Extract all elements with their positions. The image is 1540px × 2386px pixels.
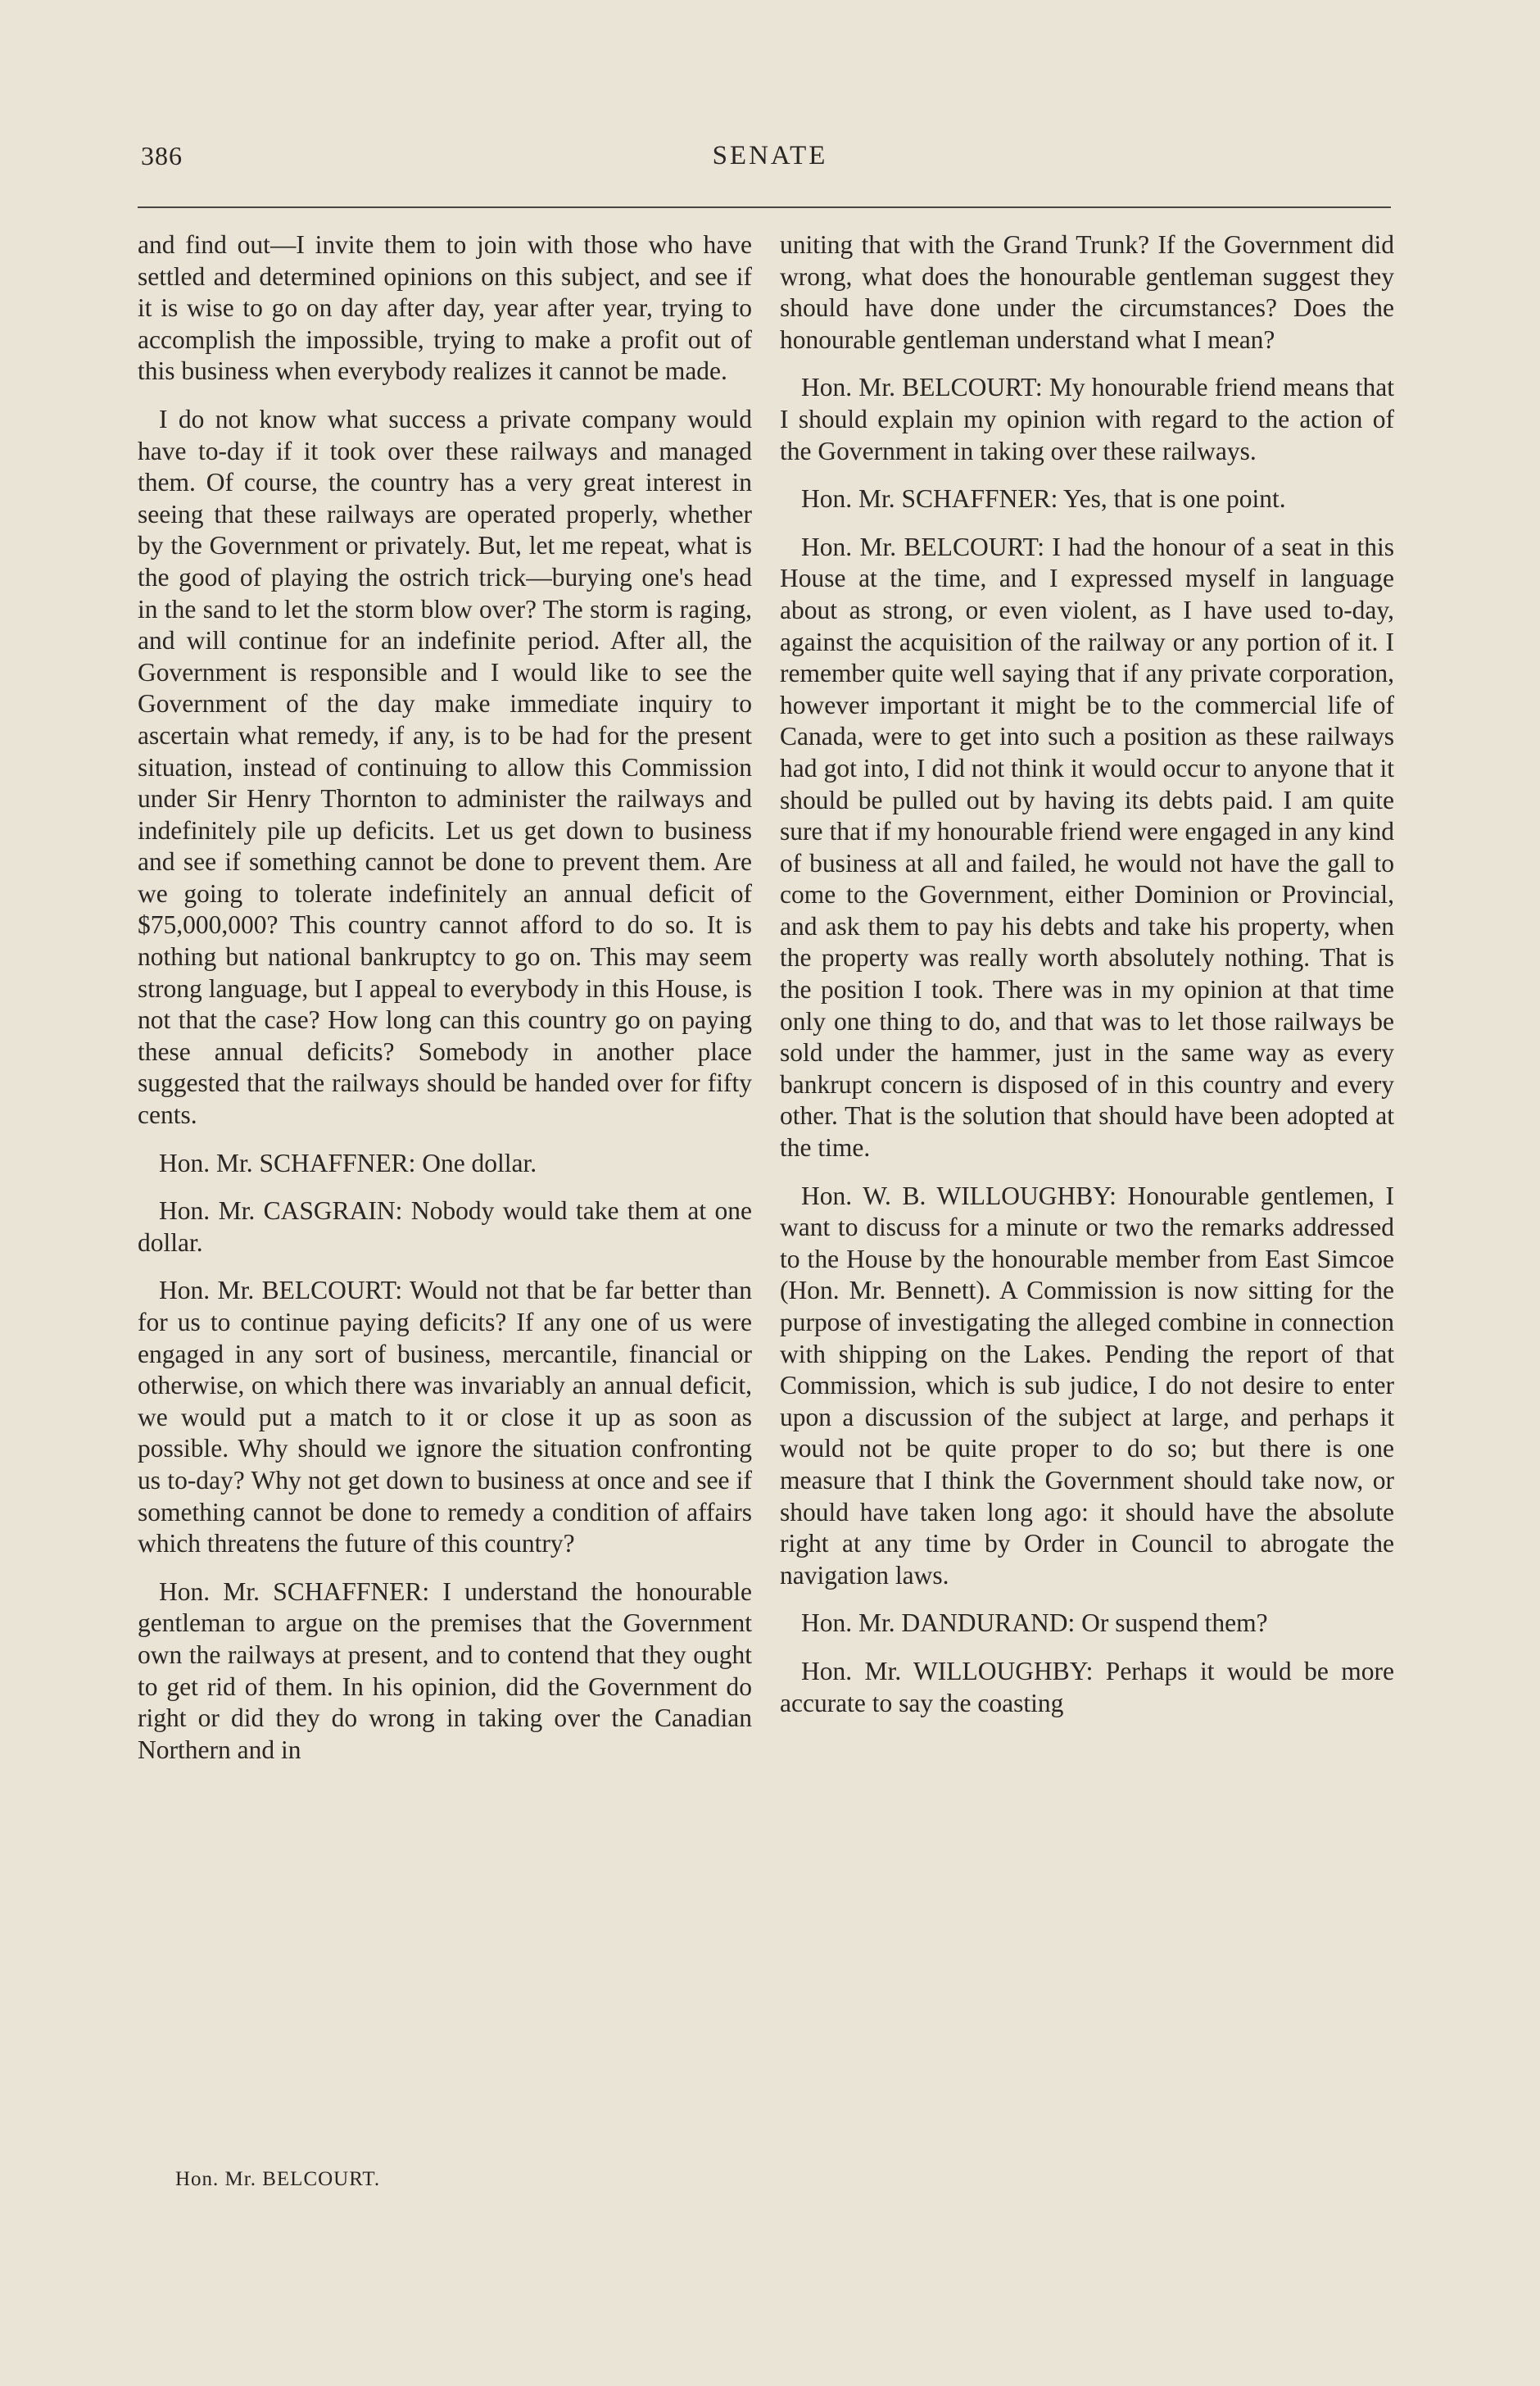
running-head: SENATE <box>712 141 828 170</box>
paragraph: I do not know what success a private company would have to-day if it took over these railways and managed them. Of course, the country has a very great interest in seeing that these railways are operated properly, whether by the Government or privately. But, let me repeat, what is the good of playing the ostrich trick—burying one's head in the sand to let the storm blow over? The storm is raging, and will continue for an indefinite period. After all, the Government is responsible and I would like to see the Government of the day make immediate inquiry to ascertain what remedy, if any, is to be had for the present situation, instead of continuing to allow this Commission under Sir Henry Thornton to administer the railways and indefinitely pile up deficits. Let us get down to business and see if something cannot be done to prevent them. Are we going to tolerate indefinitely an annual deficit of $75,000,000? This country cannot afford to do so. It is nothing but national bankruptcy to go on. This may seem strong language, but I appeal to everybody in this House, is not that the case? How long can this country go on paying these annual deficits? Somebody in another place suggested that the railways should be handed over for fifty cents. <box>138 404 752 1130</box>
paragraph: Hon. Mr. WILLOUGHBY: Perhaps it would be more accurate to say the coasting <box>780 1656 1394 1717</box>
paragraph: uniting that with the Grand Trunk? If the Government did wrong, what does the honourable gentleman suggest they should have done under the circumstances? Does the honourable gentleman understand what I mean? <box>780 230 1394 354</box>
paragraph: Hon. W. B. WILLOUGHBY: Honourable gentlemen, I want to discuss for a minute or two the remarks addressed to the House by the honourable member from East Simcoe (Hon. Mr. Bennett). A Commission is now sitting for the purpose of investigating the alleged combine in connection with shipping on the Lakes. Pending the report of that Commission, which is sub judice, I do not desire to enter upon a discussion of the subject at large, and perhaps it would not be quite proper to do so; but there is one measure that I think the Government should take now, or should have taken long ago: it should have the absolute right at any time by Order in Council to abrogate the navigation laws. <box>780 1181 1394 1590</box>
paragraph: Hon. Mr. BELCOURT: My honourable friend means that I should explain my opinion with regard to the action of the Government in taking over these railways. <box>780 373 1394 465</box>
paragraph: Hon. Mr. BELCOURT: I had the honour of a seat in this House at the time, and I expressed myself in language about as strong, or even violent, as I have used to-day, against the acquisition of the railway or any portion of it. I remember quite well saying that if any private corporation, however important it might be to the commercial life of Canada, were to get into such a position as these railways had got into, I did not think it would occur to anyone that it should be pulled out by having its debts paid. I am quite sure that if my honourable friend were engaged in any kind of business at all and failed, he would not have the gall to come to the Government, either Dominion or Provincial, and ask them to pay his debts and take his property, when the property was really worth absolutely nothing. That is the position I took. There was in my opinion at that time only one thing to do, and that was to let those railways be sold under the hammer, just in the same way as every bankrupt concern is disposed of in this country and every other. That is the solution that should have been adopted at the time. <box>780 532 1394 1163</box>
header-rule <box>138 206 1391 208</box>
paragraph: Hon. Mr. SCHAFFNER: One dollar. <box>159 1148 537 1177</box>
paragraph: Hon. Mr. CASGRAIN: Nobody would take them at one dollar. <box>138 1196 752 1257</box>
paragraph: Hon. Mr. SCHAFFNER: I understand the honourable gentleman to argue on the premises that the Government own the railways at present, and to contend that they ought to get rid of them. In his opinion, did the Government do right or did they do wrong in taking over the Canadian Northern and in <box>138 1576 752 1764</box>
paragraph: Hon. Mr. BELCOURT: Would not that be far better than for us to continue paying deficits? If any one of us were engaged in any sort of business, mercantile, financial or otherwise, on which there was invariably an annual deficit, we would put a match to it or close it up as soon as possible. Why should we ignore the situation confronting us to-day? Why not get down to business at once and see if something cannot be done to remedy a condition of affairs which threatens the future of this country? <box>138 1276 752 1558</box>
footer-catchword: Hon. Mr. BELCOURT. <box>175 2168 381 2190</box>
paragraph: and find out—I invite them to join with those who have settled and determined opinions on this subject, and see if it is wise to go on day after day, year after year, trying to accomplish the impossible, trying to make a profit out of this business when everybody realizes it cannot be made. <box>138 230 752 386</box>
paragraph: Hon. Mr. SCHAFFNER: Yes, that is one point. <box>801 484 1286 514</box>
right-column <box>780 229 1394 1719</box>
paragraph: Hon. Mr. DANDURAND: Or suspend them? <box>801 1608 1268 1638</box>
left-column <box>138 229 752 1766</box>
page-number: 386 <box>141 141 183 170</box>
